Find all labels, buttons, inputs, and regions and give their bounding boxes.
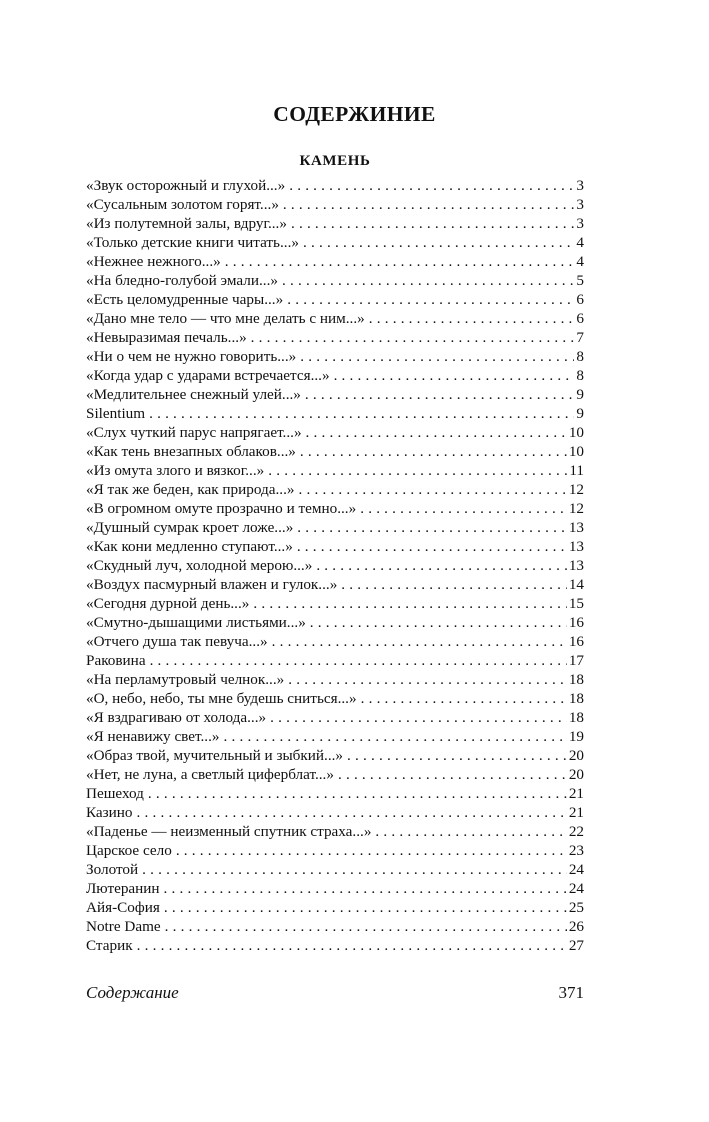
dot-leader bbox=[297, 518, 567, 537]
toc-entry-page: 20 bbox=[568, 766, 584, 783]
toc-entry bbox=[86, 480, 584, 499]
toc-entry-title: «Невыразимая печаль...» bbox=[86, 329, 247, 346]
toc-entry-page: 23 bbox=[568, 842, 584, 859]
toc-entry bbox=[86, 841, 584, 860]
toc-entry-page: 4 bbox=[576, 234, 584, 251]
dot-leader bbox=[268, 461, 567, 480]
toc-entry bbox=[86, 518, 584, 537]
toc-entry-title: «В огромном омуте прозрачно и темно...» bbox=[86, 500, 357, 517]
toc-entry-page: 25 bbox=[568, 899, 584, 916]
toc-entry-title: Лютеранин bbox=[86, 880, 160, 897]
toc-entry bbox=[86, 404, 584, 423]
toc-entry-page: 3 bbox=[576, 177, 584, 194]
dot-leader bbox=[272, 632, 567, 651]
toc-entry-page: 13 bbox=[568, 557, 584, 574]
dot-leader bbox=[360, 499, 567, 518]
toc-entry-title: Notre Dame bbox=[86, 918, 161, 935]
dot-leader bbox=[300, 442, 567, 461]
dot-leader bbox=[282, 271, 574, 290]
dot-leader bbox=[298, 480, 566, 499]
toc-entry-title: «Скудный луч, холодной мерою...» bbox=[86, 557, 313, 574]
dot-leader bbox=[251, 328, 575, 347]
toc-entry-title: Silentium bbox=[86, 405, 146, 422]
toc-entry-page: 12 bbox=[568, 481, 584, 498]
toc-entry-page: 11 bbox=[569, 462, 584, 479]
dot-leader bbox=[316, 556, 567, 575]
dot-leader bbox=[369, 309, 575, 328]
toc-entry-page: 4 bbox=[576, 253, 584, 270]
toc-entry-title: «На перламутровый челнок...» bbox=[86, 671, 285, 688]
toc-entry bbox=[86, 670, 584, 689]
toc-entry-title: «Я так же беден, как природа...» bbox=[86, 481, 295, 498]
dot-leader bbox=[137, 936, 567, 955]
dot-leader bbox=[291, 214, 574, 233]
toc-entry bbox=[86, 461, 584, 480]
toc-entry bbox=[86, 252, 584, 271]
toc-entry-page: 5 bbox=[576, 272, 584, 289]
toc-entry-title: «Я ненавижу свет...» bbox=[86, 728, 220, 745]
toc-entry-title: «Из омута злого и вязког...» bbox=[86, 462, 265, 479]
toc-entry-title: «Дано мне тело — что мне делать с ним...» bbox=[86, 310, 365, 327]
toc-entry bbox=[86, 879, 584, 898]
toc-entry-title: Раковина bbox=[86, 652, 146, 669]
toc-entry bbox=[86, 936, 584, 955]
toc-entry-page: 24 bbox=[568, 861, 584, 878]
toc-entry bbox=[86, 309, 584, 328]
toc-entry-title: Айя-София bbox=[86, 899, 160, 916]
toc-entry-page: 10 bbox=[568, 443, 584, 460]
dot-leader bbox=[137, 803, 567, 822]
toc-entry-page: 22 bbox=[568, 823, 584, 840]
toc-entry-title: «Когда удар с ударами встречается...» bbox=[86, 367, 330, 384]
toc-entry-page: 16 bbox=[568, 633, 584, 650]
toc-entry bbox=[86, 271, 584, 290]
page-title: СОДЕРЖИНИЕ bbox=[273, 102, 436, 126]
dot-leader bbox=[305, 385, 575, 404]
toc-entry bbox=[86, 746, 584, 765]
toc-entry-page: 19 bbox=[568, 728, 584, 745]
toc-entry-title: «Как тень внезапных облаков...» bbox=[86, 443, 296, 460]
toc-entry-page: 15 bbox=[568, 595, 584, 612]
toc-entry-page: 6 bbox=[576, 291, 584, 308]
toc-entry-page: 6 bbox=[576, 310, 584, 327]
toc-entry-title: «О, небо, небо, ты мне будешь сниться...» bbox=[86, 690, 357, 707]
toc-entry-title: «Паденье — неизменный спутник страха...» bbox=[86, 823, 372, 840]
toc-entry bbox=[86, 537, 584, 556]
toc-entry-page: 18 bbox=[568, 671, 584, 688]
toc-entry bbox=[86, 708, 584, 727]
toc-entry bbox=[86, 195, 584, 214]
dot-leader bbox=[347, 746, 567, 765]
toc-entry-title: «Слух чуткий парус напрягает...» bbox=[86, 424, 302, 441]
dot-leader bbox=[149, 404, 574, 423]
toc-entry bbox=[86, 233, 584, 252]
toc-entry bbox=[86, 784, 584, 803]
toc-entry bbox=[86, 860, 584, 879]
toc-entry bbox=[86, 290, 584, 309]
toc-entry-page: 10 bbox=[568, 424, 584, 441]
toc-entry-page: 18 bbox=[568, 690, 584, 707]
dot-leader bbox=[283, 195, 574, 214]
toc-entry-title: Старик bbox=[86, 937, 133, 954]
dot-leader bbox=[361, 689, 567, 708]
toc-entry bbox=[86, 556, 584, 575]
dot-leader bbox=[164, 898, 567, 917]
toc-entry-title: «Нет, не луна, а светлый циферблат...» bbox=[86, 766, 334, 783]
page-number: 371 bbox=[558, 983, 584, 1002]
toc-entry-title: Пешеход bbox=[86, 785, 144, 802]
dot-leader bbox=[150, 651, 567, 670]
toc-entry bbox=[86, 575, 584, 594]
dot-leader bbox=[289, 176, 574, 195]
toc-entry bbox=[86, 803, 584, 822]
dot-leader bbox=[223, 727, 566, 746]
toc-entry bbox=[86, 822, 584, 841]
toc-entry-title: «Только детские книги читать...» bbox=[86, 234, 299, 251]
toc-entry bbox=[86, 689, 584, 708]
toc-entry bbox=[86, 423, 584, 442]
toc-entry-page: 18 bbox=[568, 709, 584, 726]
toc-entry bbox=[86, 347, 584, 366]
toc-entry bbox=[86, 898, 584, 917]
toc-entry-page: 12 bbox=[568, 500, 584, 517]
toc-entry bbox=[86, 214, 584, 233]
toc-entry-title: «Отчего душа так певуча...» bbox=[86, 633, 268, 650]
toc-entry-page: 3 bbox=[576, 196, 584, 213]
toc-entry-page: 7 bbox=[576, 329, 584, 346]
dot-leader bbox=[142, 860, 567, 879]
dot-leader bbox=[288, 670, 567, 689]
dot-leader bbox=[338, 765, 567, 784]
toc-entry-title: Золотой bbox=[86, 861, 139, 878]
toc-entry bbox=[86, 442, 584, 461]
toc-entry bbox=[86, 499, 584, 518]
toc-entry-page: 9 bbox=[576, 386, 584, 403]
toc-entry-title: «Смутно-дышащими листьями...» bbox=[86, 614, 306, 631]
dot-leader bbox=[303, 233, 574, 252]
toc-entry-title: Царское село bbox=[86, 842, 172, 859]
toc-entry-page: 14 bbox=[568, 576, 584, 593]
toc-entry-page: 13 bbox=[568, 519, 584, 536]
toc-entry-title: «Ни о чем не нужно говорить...» bbox=[86, 348, 297, 365]
toc-entry bbox=[86, 727, 584, 746]
toc-entry-page: 24 bbox=[568, 880, 584, 897]
toc-entry-title: «Сусальным золотом горят...» bbox=[86, 196, 279, 213]
toc-entry-title: «Душный сумрак кроет ложе...» bbox=[86, 519, 294, 536]
dot-leader bbox=[164, 879, 567, 898]
toc-entry bbox=[86, 632, 584, 651]
toc-entry bbox=[86, 385, 584, 404]
toc-entry bbox=[86, 613, 584, 632]
toc-entry-page: 3 bbox=[576, 215, 584, 232]
dot-leader bbox=[306, 423, 567, 442]
dot-leader bbox=[341, 575, 567, 594]
toc-entry-title: «Сегодня дурной день...» bbox=[86, 595, 250, 612]
toc-entry-page: 16 bbox=[568, 614, 584, 631]
toc-entry-page: 20 bbox=[568, 747, 584, 764]
toc-entry-page: 17 bbox=[568, 652, 584, 669]
toc-entry-title: «На бледно-голубой эмали...» bbox=[86, 272, 278, 289]
dot-leader bbox=[334, 366, 575, 385]
toc-entry-page: 9 bbox=[576, 405, 584, 422]
dot-leader bbox=[300, 347, 574, 366]
dot-leader bbox=[375, 822, 566, 841]
dot-leader bbox=[165, 917, 567, 936]
toc-entry bbox=[86, 917, 584, 936]
toc-entry-title: «Есть целомудренные чары...» bbox=[86, 291, 284, 308]
toc-entry bbox=[86, 366, 584, 385]
toc-entry bbox=[86, 651, 584, 670]
dot-leader bbox=[287, 290, 574, 309]
toc-entry-page: 8 bbox=[576, 348, 584, 365]
toc-entry-title: «Я вздрагиваю от холода...» bbox=[86, 709, 267, 726]
section-heading: КАМЕНЬ bbox=[299, 153, 371, 169]
dot-leader bbox=[225, 252, 575, 271]
toc-entry-page: 13 bbox=[568, 538, 584, 555]
running-title: Содержание bbox=[86, 983, 179, 1002]
toc-entry-page: 21 bbox=[568, 804, 584, 821]
toc-entry-page: 21 bbox=[568, 785, 584, 802]
toc-entry bbox=[86, 328, 584, 347]
dot-leader bbox=[148, 784, 567, 803]
toc-entry-page: 8 bbox=[576, 367, 584, 384]
dot-leader bbox=[270, 708, 567, 727]
toc-entry-title: «Воздух пасмурный влажен и гулок...» bbox=[86, 576, 338, 593]
toc-entry-title: «Образ твой, мучительный и зыбкий...» bbox=[86, 747, 344, 764]
toc-entry bbox=[86, 176, 584, 195]
toc-entry-page: 26 bbox=[568, 918, 584, 935]
toc-entry-title: «Нежнее нежного...» bbox=[86, 253, 221, 270]
toc-entry-page: 27 bbox=[568, 937, 584, 954]
toc-entry bbox=[86, 765, 584, 784]
toc-entry-title: «Как кони медленно ступают...» bbox=[86, 538, 293, 555]
dot-leader bbox=[297, 537, 567, 556]
dot-leader bbox=[253, 594, 566, 613]
dot-leader bbox=[310, 613, 567, 632]
toc-entry-title: «Звук осторожный и глухой...» bbox=[86, 177, 286, 194]
toc-entry bbox=[86, 594, 584, 613]
dot-leader bbox=[176, 841, 567, 860]
toc-entry-title: «Из полутемной залы, вдруг...» bbox=[86, 215, 287, 232]
toc-entry-title: Казино bbox=[86, 804, 133, 821]
toc-entry-title: «Медлительнее снежный улей...» bbox=[86, 386, 301, 403]
table-of-contents bbox=[86, 176, 584, 955]
